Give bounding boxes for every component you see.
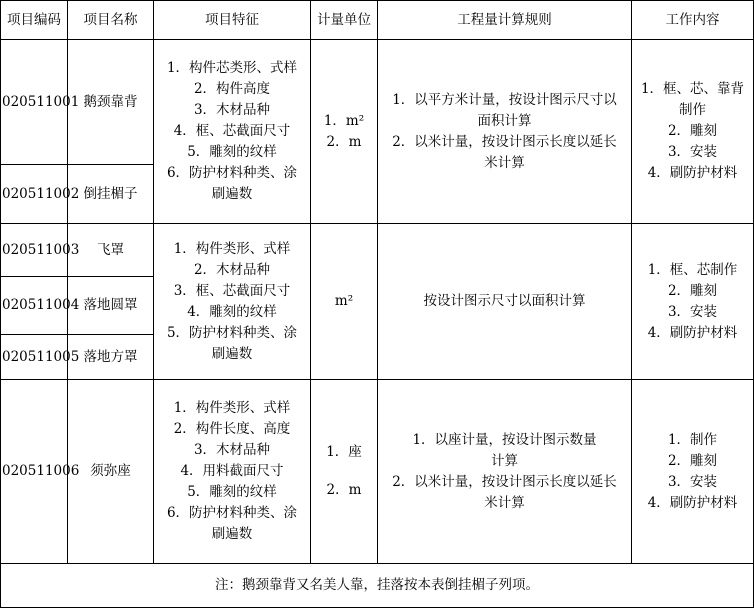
- table-row: [1, 40, 754, 165]
- feature-line: 4．用料截面尺寸: [180, 463, 284, 479]
- features-cell: [154, 380, 311, 564]
- rule-line: 2．以米计量，按设计图示长度以延长: [392, 473, 617, 490]
- unit-line: 2．m: [326, 482, 362, 498]
- col-header-rules: 工程量计算规则: [378, 1, 632, 40]
- work-line: 2．雕刻: [667, 123, 718, 139]
- item-code: 020511005: [1, 335, 68, 380]
- feature-line: 1．构件类形、式样: [173, 400, 291, 416]
- feature-line: 6．防护材料种类、涂: [166, 505, 298, 521]
- feature-line: 2．木材品种: [193, 261, 271, 278]
- unit-cell: [311, 40, 378, 224]
- col-header-code: 项目编码: [1, 1, 68, 40]
- work-line: 3．安装: [667, 144, 718, 160]
- item-name: 鹅颈靠背: [68, 40, 154, 165]
- unit-line: 1．座: [326, 444, 362, 460]
- item-code: 020511004: [1, 277, 68, 335]
- work-line: 4．刷防护材料: [647, 494, 738, 511]
- work-line: 1．制作: [667, 431, 718, 448]
- unit-line: 2．m: [326, 133, 362, 150]
- table-row: [1, 224, 754, 277]
- work-line: 3．安装: [667, 303, 718, 320]
- header-row: [1, 1, 754, 40]
- unit-line: 1．m²: [323, 112, 365, 129]
- work-line: 2．雕刻: [667, 452, 718, 469]
- item-name: 须弥座: [68, 380, 154, 564]
- features-cell: [154, 40, 311, 224]
- feature-line: 3．木材品种: [193, 102, 271, 118]
- rule-line: 计算: [491, 452, 518, 469]
- rule-line: 米计算: [484, 154, 525, 171]
- work-cell: [632, 224, 754, 380]
- feature-line: 1．构件类形、式样: [173, 240, 291, 257]
- work-line: 2．雕刻: [667, 282, 718, 299]
- item-code: 020511002: [1, 165, 68, 224]
- rule-line: 按设计图示尺寸以面积计算: [423, 293, 586, 309]
- work-line: 1．框、芯、靠背: [640, 81, 745, 97]
- table-row: [1, 380, 754, 564]
- item-code: 020511001: [1, 40, 68, 165]
- rules-cell: [378, 40, 632, 224]
- feature-line: 6．防护材料种类、涂: [166, 165, 298, 181]
- work-cell: [632, 40, 754, 224]
- feature-line: 刷遍数: [211, 526, 253, 542]
- work-cell: [632, 380, 754, 564]
- feature-line: 5．雕刻的纹样: [187, 144, 277, 160]
- work-line: 1．框、芯制作: [647, 261, 738, 278]
- feature-line: 4．雕刻的纹样: [187, 303, 277, 320]
- unit-line: m²: [334, 293, 354, 309]
- work-line: 3．安装: [667, 473, 718, 490]
- item-name: 飞罩: [68, 224, 154, 277]
- item-name: 倒挂楣子: [68, 165, 154, 224]
- col-header-features: 项目特征: [154, 1, 311, 40]
- feature-line: 3．木材品种: [193, 442, 271, 458]
- feature-line: 5．防护材料种类、涂: [166, 324, 298, 341]
- rules-cell: [378, 224, 632, 380]
- work-line: 4．刷防护材料: [647, 165, 738, 181]
- rule-line: 1．以座计量，按设计图示数量: [412, 431, 597, 448]
- item-name: 落地圆罩: [68, 277, 154, 335]
- features-cell: [154, 224, 311, 380]
- col-header-name: 项目名称: [68, 1, 154, 40]
- table-note: 注：鹅颈靠背又名美人靠，挂落按本表倒挂楣子列项。: [1, 564, 754, 608]
- rule-line: 米计算: [484, 494, 525, 511]
- item-code: 020511006: [1, 380, 68, 564]
- feature-line: 2．构件高度: [193, 81, 271, 97]
- rule-line: 1．以平方米计量，按设计图示尺寸以: [392, 91, 617, 108]
- col-header-work: 工作内容: [632, 1, 754, 40]
- feature-line: 3．框、芯截面尺寸: [173, 282, 291, 299]
- unit-cell: [311, 380, 378, 564]
- rules-cell: [378, 380, 632, 564]
- col-header-unit: 计量单位: [311, 1, 378, 40]
- feature-line: 刷遍数: [211, 345, 253, 362]
- rule-line: 2．以米计量，按设计图示长度以延长: [392, 133, 617, 150]
- work-line: 4．刷防护材料: [647, 324, 738, 341]
- feature-line: 1．构件芯类形、式样: [166, 60, 298, 76]
- item-code: 020511003: [1, 224, 68, 277]
- item-name: 落地方罩: [68, 335, 154, 380]
- feature-line: 5．雕刻的纹样: [187, 484, 277, 500]
- feature-line: 2．构件长度、高度: [173, 421, 291, 437]
- note-row: [1, 564, 754, 608]
- unit-cell: [311, 224, 378, 380]
- work-line: 制作: [679, 102, 706, 118]
- feature-line: 刷遍数: [211, 186, 253, 202]
- rule-line: 面积计算: [477, 112, 532, 129]
- feature-line: 4．框、芯截面尺寸: [173, 123, 291, 139]
